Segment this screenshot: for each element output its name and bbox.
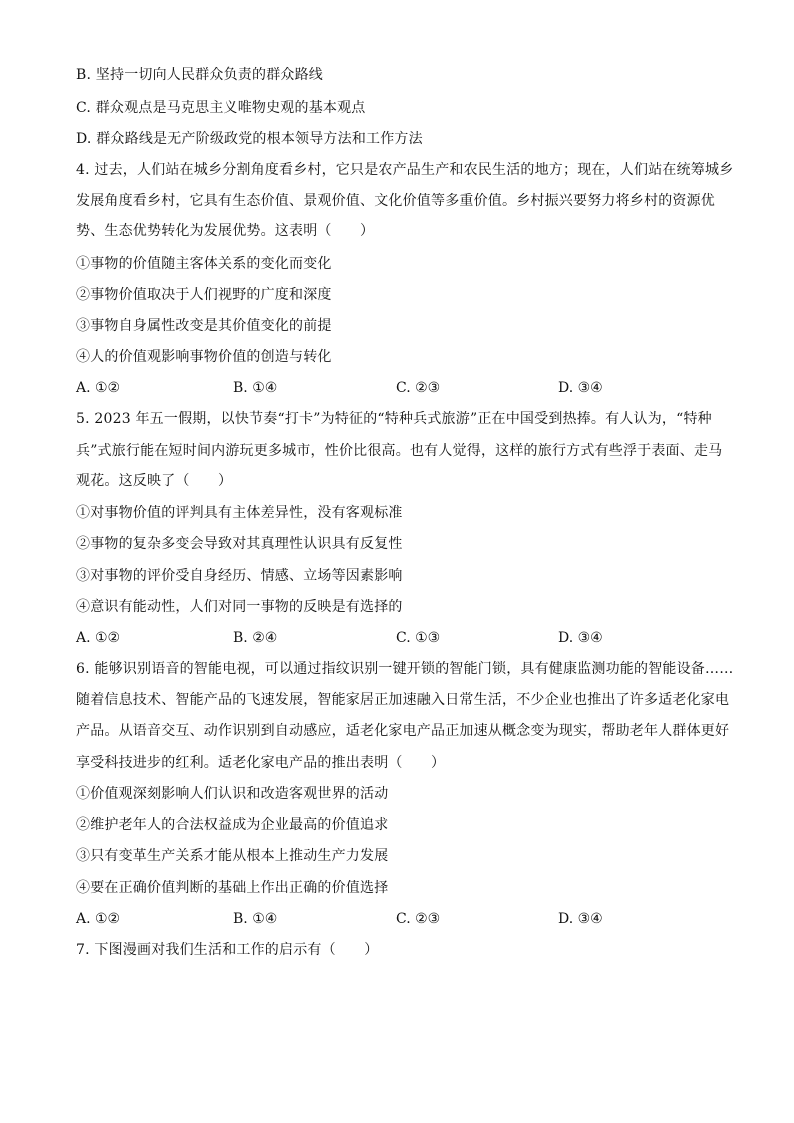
q6-stem-line-4: 享受科技进步的红利。适老化家电产品的推出表明（ ） [76, 755, 446, 771]
q5-choice-d[interactable]: D. ③④ [558, 630, 603, 646]
q4-statement-2: ②事物价值取决于人们视野的广度和深度 [76, 287, 332, 303]
q6-statement-2: ②维护老年人的合法权益成为企业最高的价值追求 [76, 817, 389, 833]
q4-statement-4: ④人的价值观影响事物价值的创造与转化 [76, 349, 332, 365]
q4-choice-c[interactable]: C. ②③ [396, 380, 441, 396]
q5-choice-b[interactable]: B. ②④ [233, 630, 278, 646]
q6-statement-1: ①价值观深刻影响人们认识和改造客观世界的活动 [76, 786, 389, 802]
q5-stem-line-3: 观花。这反映了（ ） [76, 473, 233, 489]
q3-option-c: C. 群众观点是马克思主义唯物史观的基本观点 [76, 100, 366, 116]
q6-statement-3: ③只有变革生产关系才能从根本上推动生产力发展 [76, 848, 389, 864]
q6-stem-line-1: 6. 能够识别语音的智能电视，可以通过指纹识别一键开锁的智能门锁，具有健康监测功能的智能设备…… [76, 661, 734, 677]
q3-option-d: D. 群众路线是无产阶级政党的根本领导方法和工作方法 [76, 131, 423, 147]
q4-stem-line-3: 势、生态优势转化为发展优势。这表明（ ） [76, 223, 375, 239]
q6-choice-c[interactable]: C. ②③ [396, 911, 441, 927]
q6-stem-line-3: 产品。从语音交互、动作识别到自动感应，适老化家电产品正加速从概念变为现实，帮助老年人群体更好 [76, 723, 730, 739]
q5-statement-4: ④意识有能动性，人们对同一事物的反映是有选择的 [76, 599, 403, 615]
q7-stem-line-1: 7. 下图漫画对我们生活和工作的启示有（ ） [76, 942, 379, 958]
q5-stem-line-1: 5. 2023 年五一假期，以快节奏“打卡”为特征的“特种兵式旅游”正在中国受到热捧。有人认为，“特种 [76, 411, 712, 427]
q5-statement-3: ③对事物的评价受自身经历、情感、立场等因素影响 [76, 568, 403, 584]
q3-option-b: B. 坚持一切向人民群众负责的群众路线 [76, 67, 323, 83]
q6-choices [76, 910, 736, 928]
q6-stem-line-2: 随着信息技术、智能产品的飞速发展，智能家居正加速融入日常生活，不少企业也推出了许多适老化家电 [76, 692, 730, 708]
q6-statement-4: ④要在正确价值判断的基础上作出正确的价值选择 [76, 880, 389, 896]
q6-choice-b[interactable]: B. ①④ [233, 911, 278, 927]
q4-stem-line-1: 4. 过去，人们站在城乡分割角度看乡村，它只是农产品生产和农民生活的地方；现在，人们站在统筹城乡 [76, 162, 734, 178]
q4-choice-d[interactable]: D. ③④ [558, 380, 603, 396]
q5-statement-2: ②事物的复杂多变会导致对其真理性认识具有反复性 [76, 536, 403, 552]
q4-choice-b[interactable]: B. ①④ [233, 380, 278, 396]
q5-choice-c[interactable]: C. ①③ [396, 630, 441, 646]
q4-choice-a[interactable]: A. ①② [76, 380, 121, 396]
q5-choices [76, 629, 736, 647]
q5-statement-1: ①对事物价值的评判具有主体差异性，没有客观标准 [76, 505, 403, 521]
q4-statement-1: ①事物的价值随主客体关系的变化而变化 [76, 256, 332, 272]
q5-choice-a[interactable]: A. ①② [76, 630, 121, 646]
q4-choices [76, 379, 736, 397]
q5-stem-line-2: 兵”式旅行能在短时间内游玩更多城市，性价比很高。也有人觉得，这样的旅行方式有些浮于表面、走马 [76, 443, 723, 459]
q6-choice-a[interactable]: A. ①② [76, 911, 121, 927]
q4-statement-3: ③事物自身属性改变是其价值变化的前提 [76, 318, 332, 334]
q6-choice-d[interactable]: D. ③④ [558, 911, 603, 927]
q4-stem-line-2: 发展角度看乡村，它具有生态价值、景观价值、文化价值等多重价值。乡村振兴要努力将乡村的资源优 [76, 193, 715, 209]
